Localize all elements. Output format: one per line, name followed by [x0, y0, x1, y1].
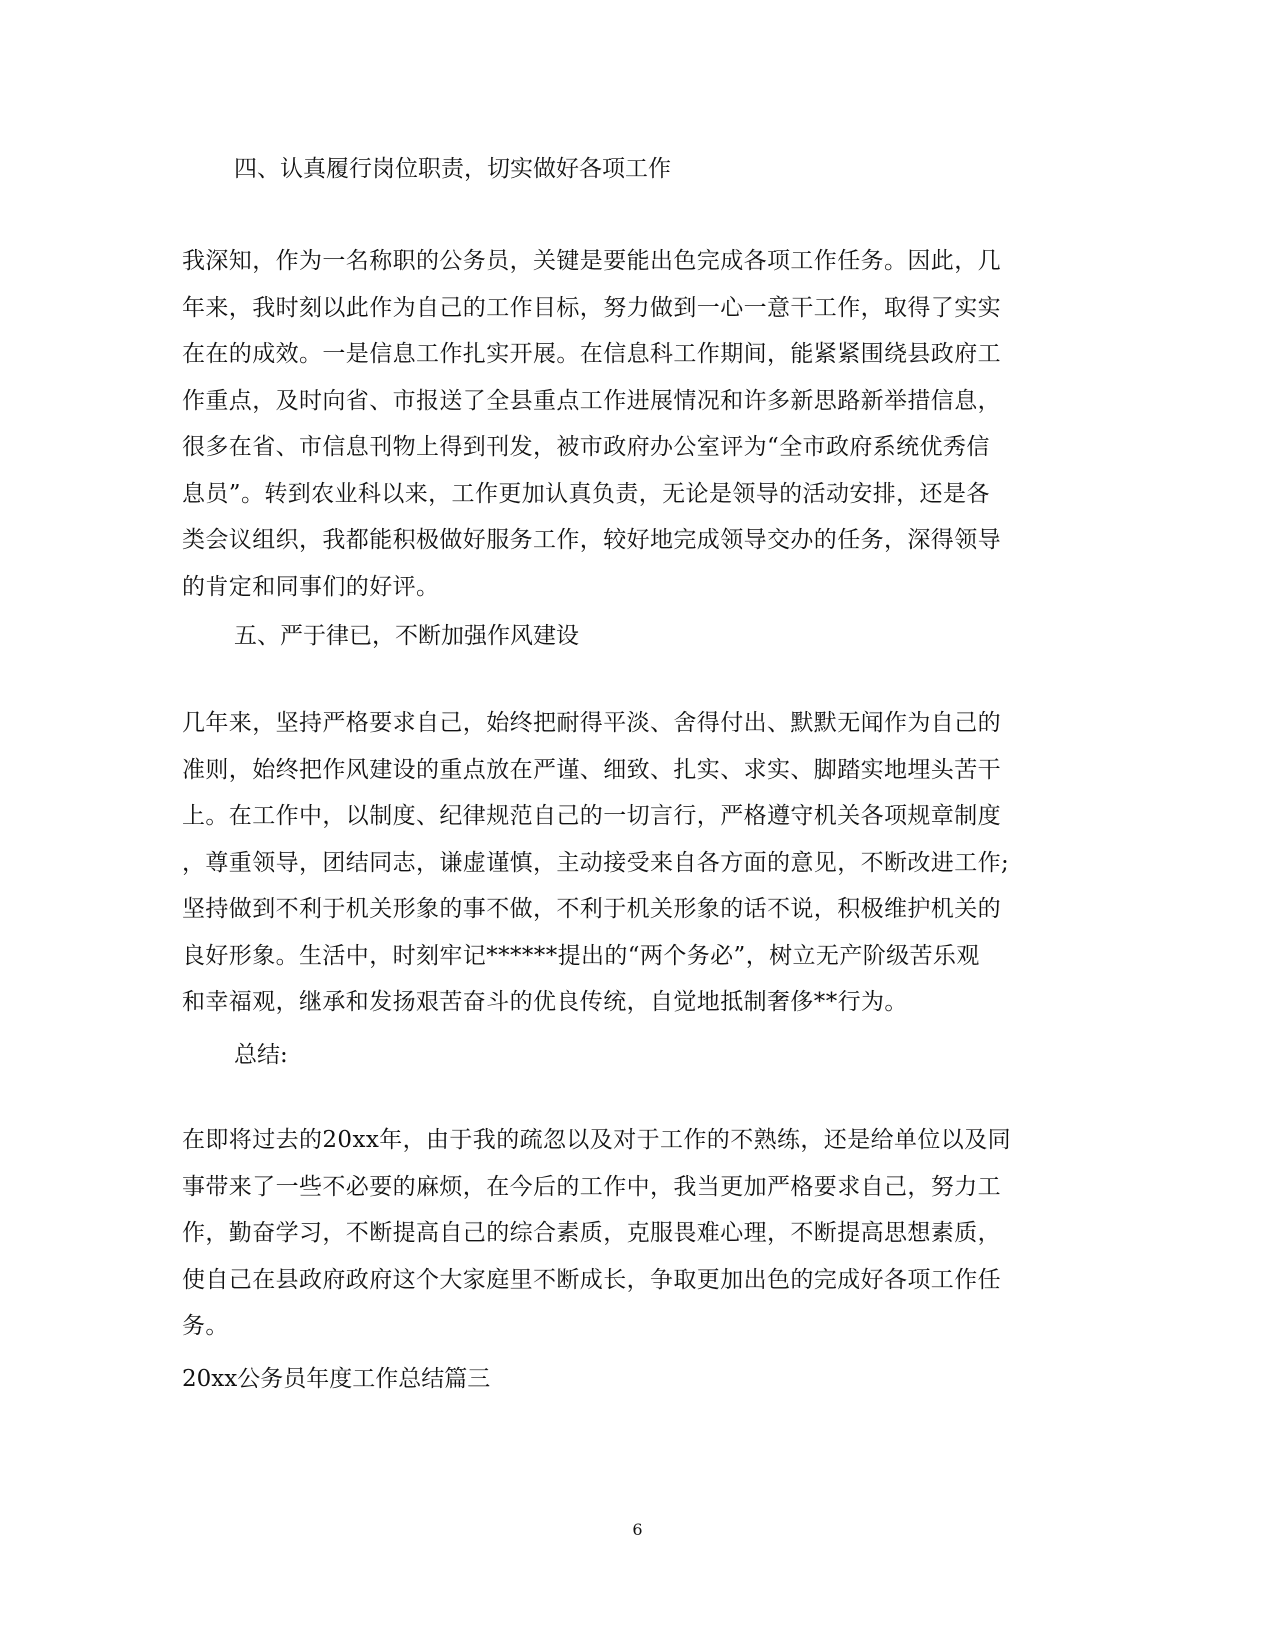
summary-body — [182, 1117, 1032, 1350]
text-line: 在在的成效。一是信息工作扎实开展。在信息科工作期间，能紧紧围绕县政府工 — [182, 341, 1001, 367]
text-line: 作重点，及时向省、市报送了全县重点工作进展情况和许多新思路新举措信息， — [182, 387, 1001, 414]
section-5-heading: 五、严于律已，不断加强作风建设 — [234, 623, 579, 649]
section-5-body — [182, 700, 1032, 1026]
text-line: 坚持做到不利于机关形象的事不做，不利于机关形象的话不说，积极维护机关的 — [182, 896, 1001, 922]
text-line: ，尊重领导，团结同志，谦虚谨慎，主动接受来自各方面的意见，不断改进工作; — [182, 849, 1010, 876]
text-line: 作，勤奋学习，不断提高自己的综合素质，克服畏难心理，不断提高思想素质， — [182, 1220, 1001, 1246]
text-line: 事带来了一些不必要的麻烦，在今后的工作中，我当更加严格要求自己，努力工 — [182, 1173, 1001, 1200]
section-4-heading: 四、认真履行岗位职责，切实做好各项工作 — [234, 156, 671, 182]
text-line: 使自己在县政府政府这个大家庭里不断成长，争取更加出色的完成好各项工作任 — [182, 1266, 1001, 1293]
text-line: 很多在省、市信息刊物上得到刊发，被市政府办公室评为“全市政府系统优秀信 — [182, 434, 990, 460]
next-article-title: 20xx公务员年度工作总结篇三 — [182, 1366, 491, 1392]
text-line: 我深知，作为一名称职的公务员，关键是要能出色完成各项工作任务。因此，几 — [182, 248, 1001, 274]
text-line: 在即将过去的20xx年，由于我的疏忽以及对于工作的不熟练，还是给单位以及同 — [182, 1127, 1012, 1153]
summary-heading: 总结: — [234, 1042, 288, 1068]
text-line: 准则，始终把作风建设的重点放在严谨、细致、扎实、求实、脚踏实地埋头苦干 — [182, 756, 1001, 783]
text-line: 的肯定和同事们的好评。 — [182, 573, 440, 600]
text-line: 类会议组织，我都能积极做好服务工作，较好地完成领导交办的任务，深得领导 — [182, 527, 1001, 553]
text-line: 和幸福观，继承和发扬艰苦奋斗的优良传统，自觉地抵制奢侈**行为。 — [182, 989, 908, 1015]
text-line: 良好形象。生活中，时刻牢记******提出的“两个务必”，树立无产阶级苦乐观 — [182, 942, 980, 969]
text-line: 几年来，坚持严格要求自己，始终把耐得平淡、舍得付出、默默无闻作为自己的 — [182, 710, 1001, 736]
page-number: 6 — [632, 1520, 643, 1539]
text-line: 务。 — [182, 1313, 229, 1339]
text-line: 息员”。转到农业科以来，工作更加认真负责，无论是领导的活动安排，还是各 — [182, 480, 990, 507]
section-4-body — [182, 238, 1032, 610]
text-line: 上。在工作中，以制度、纪律规范自己的一切言行，严格遵守机关各项规章制度 — [182, 803, 1001, 829]
text-line: 年来，我时刻以此作为自己的工作目标，努力做到一心一意干工作，取得了实实 — [182, 294, 1001, 321]
